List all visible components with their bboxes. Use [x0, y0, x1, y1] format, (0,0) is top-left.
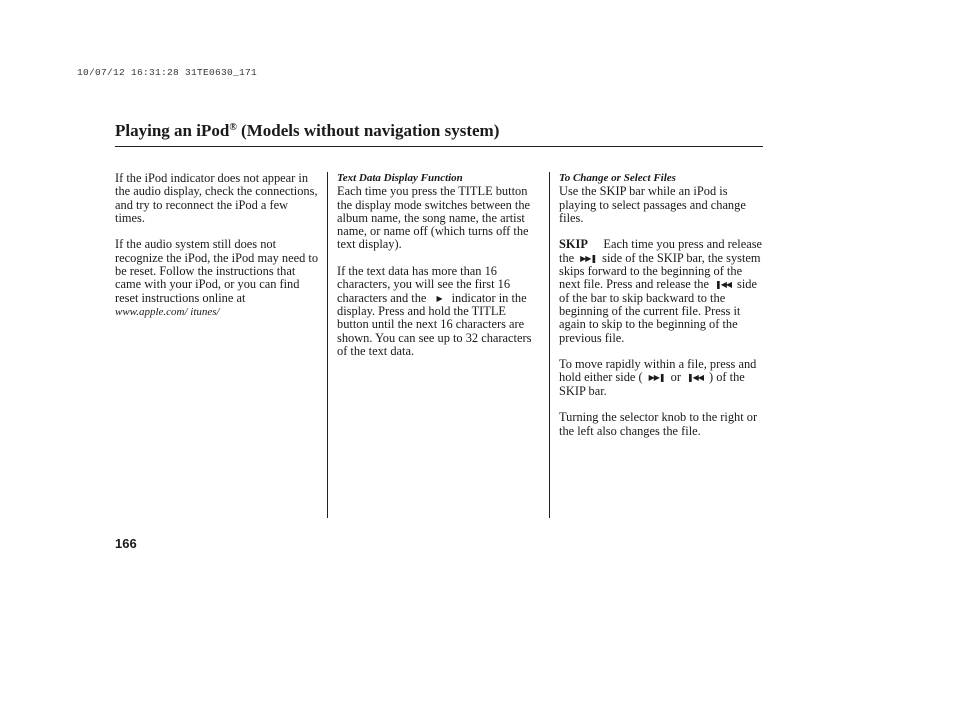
col2-paragraph-2-b: indicator in the display. Press and hold the TITLE button until the next 16 characters are shown. You can see up to 32 characters of the text data. — [337, 290, 532, 358]
column-1 — [115, 172, 321, 333]
registered-mark: ® — [229, 122, 237, 133]
col3-paragraph-1: Use the SKIP bar while an iPod is playing to select passages and change files. — [559, 184, 746, 225]
col2-paragraph-1: Each time you press the TITLE button the display mode switches between the album name, the song name, the artist name, or name off (which turns off the text display). — [337, 184, 531, 252]
column-3 — [559, 172, 765, 451]
col3-paragraph-3-c: ) of the SKIP bar. — [559, 370, 745, 398]
col3-paragraph-3 — [559, 358, 765, 398]
print-stamp: 10/07/12 16:31:28 31TE0630_171 — [77, 67, 258, 78]
col1-paragraph-2-text: If the audio system still does not recognize the iPod, the iPod may need to be reset. Follow the instructions that came with your iPod, or you can find reset instructions online at — [115, 237, 319, 305]
page-title — [115, 121, 499, 141]
col3-paragraph-2-b: side of the SKIP bar, the system skips forward to the beginning of the next file. Press and release the — [559, 250, 761, 292]
skip-forward-icon-2: ▶▶❚ — [648, 373, 665, 383]
column-2 — [337, 172, 539, 371]
col3-paragraph-2 — [559, 238, 765, 344]
skip-label: SKIP — [559, 237, 588, 252]
title-text: Playing an iPod — [115, 121, 230, 140]
col1-paragraph-2 — [115, 238, 321, 319]
title-rule — [115, 146, 763, 147]
column-divider-1 — [327, 172, 328, 518]
col2-paragraph-2 — [337, 265, 539, 358]
col2-paragraph-2-a: If the text data has more than 16 characters, you will see the first 16 characters and the — [337, 264, 511, 305]
col3-paragraph-4: Turning the selector knob to the right or the left also changes the file. — [559, 410, 758, 438]
skip-forward-icon: ▶▶❚ — [580, 253, 597, 263]
col3-paragraph-2-c: side of the bar to skip backward to the beginning of the current file. Press it again to skip to the beginning of the previous file. — [559, 277, 757, 345]
column-divider-2 — [549, 172, 550, 518]
skip-back-icon-2: ❚◀◀ — [686, 373, 703, 383]
page-number: 166 — [115, 536, 137, 551]
text-data-heading: Text Data Display Function — [337, 172, 463, 184]
title-subtext: (Models without navigation system) — [236, 121, 500, 140]
change-files-heading: To Change or Select Files — [559, 172, 676, 184]
col3-paragraph-2-a: Each time you press and release the — [559, 237, 763, 265]
apple-url-link[interactable]: www.apple.com/ itunes/ — [115, 305, 220, 318]
col1-paragraph-1: If the iPod indicator does not appear in the audio display, check the connections, and try to reconnect the iPod a few times. — [115, 171, 318, 225]
play-icon: ▶ — [436, 293, 442, 303]
col3-paragraph-3-b: or — [670, 370, 681, 385]
skip-back-icon: ❚◀◀ — [715, 280, 732, 290]
col3-paragraph-3-a: To move rapidly within a file, press and hold either side ( — [559, 357, 757, 385]
